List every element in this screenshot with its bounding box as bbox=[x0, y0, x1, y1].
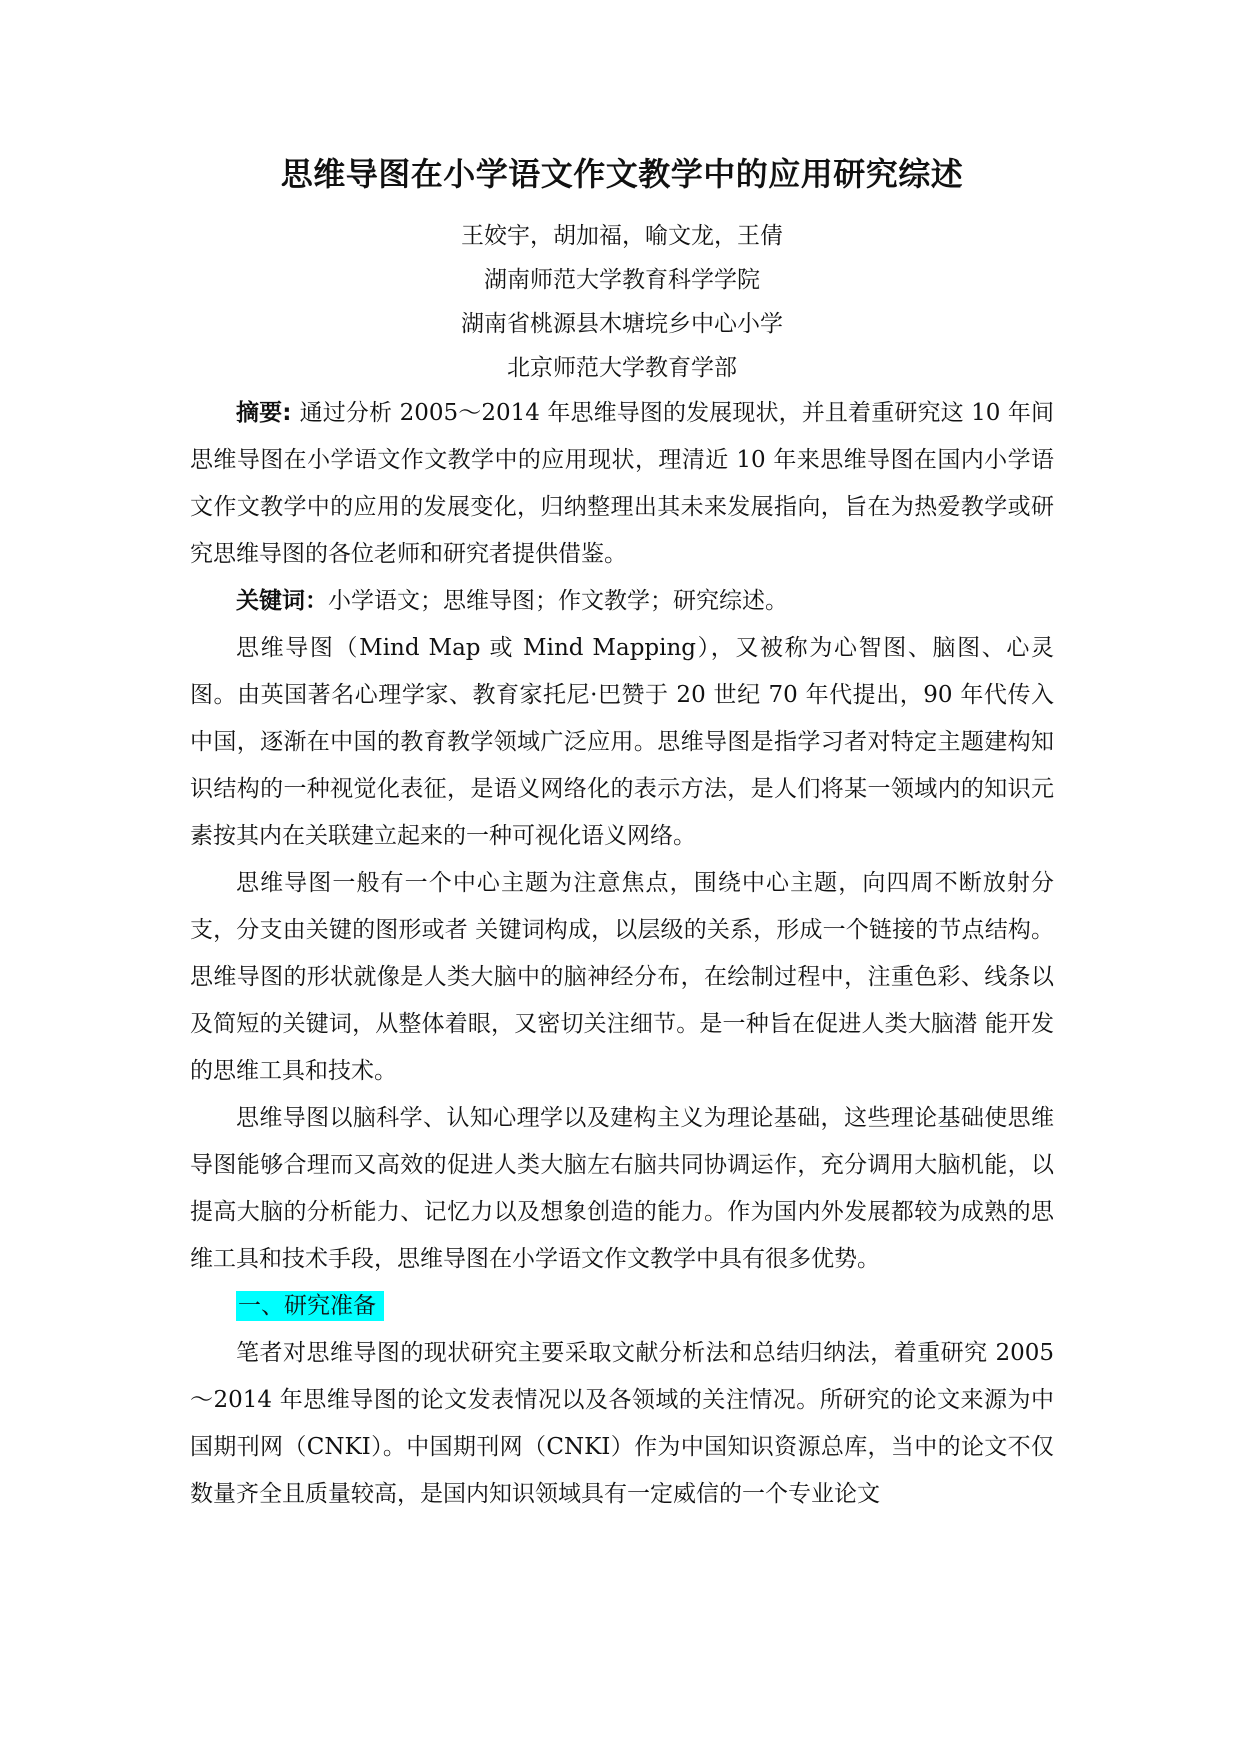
keywords-label: 关键词 bbox=[236, 588, 305, 614]
body-paragraph-2: 思维导图一般有一个中心主题为注意焦点，围绕中心主题，向四周不断放射分支，分支由关键的图形或者 关键词构成，以层级的关系，形成一个链接的节点结构。思维导图的形状就像是人类大脑中的脑神经分布，在绘制过程中，注重色彩、线条以及简短的关键词，从整体着眼，又密切关注细节。是一种旨在促进人类大脑潜 能开发的思维工具和技术。 bbox=[190, 870, 1054, 1084]
affiliation-2: 湖南省桃源县木塘垸乡中心小学 bbox=[461, 311, 783, 337]
body-paragraph-3: 思维导图以脑科学、认知心理学以及建构主义为理论基础，这些理论基础使思维导图能够合理而又高效的促进人类大脑左右脑共同协调运作，充分调用大脑机能，以提高大脑的分析能力、记忆力以及想象创造的能力。作为国内外发展都较为成熟的思维工具和技术手段，思维导图在小学语文作文教学中具有很多优势。 bbox=[190, 1105, 1054, 1272]
paper-title: 思维导图在小学语文作文教学中的应用研究综述 bbox=[280, 155, 964, 193]
section-heading-1 bbox=[190, 1283, 1054, 1330]
affiliation-1: 湖南师范大学教育科学学院 bbox=[484, 267, 760, 293]
section-1-paragraph: 笔者对思维导图的现状研究主要采取文献分析法和总结归纳法，着重研究 2005～2014 年思维导图的论文发表情况以及各领域的关注情况。所研究的论文来源为中国期刊网（CNKI）。中国期刊网（CNKI）作为中国知识资源总库，当中的论文不仅数量齐全且质量较高，是国内知识领域具有一定威信的一个专业论文 bbox=[190, 1340, 1054, 1507]
author-list: 王姣宇，胡加福，喻文龙，王倩 bbox=[461, 223, 783, 249]
abstract-text: 通过分析 2005～2014 年思维导图的发展现状，并且着重研究这 10 年间思维导图在小学语文作文教学中的应用现状，理清近 10 年来思维导图在国内小学语文作文教学中的应用的发展变化，归纳整理出其未来发展指向，旨在为热爱教学或研究思维导图的各位老师和研究者提供借鉴。 bbox=[190, 400, 1054, 567]
section-heading-text: 一、研究准备 bbox=[236, 1291, 384, 1321]
abstract-label: 摘要 bbox=[236, 400, 283, 426]
keywords-paragraph: 关键词：小学语文；思维导图；作文教学；研究综述。 bbox=[236, 588, 788, 614]
abstract-paragraph: 摘要: 通过分析 2005～2014 年思维导图的发展现状，并且着重研究这 10 年间思维导图在小学语文作文教学中的应用现状，理清近 10 年来思维导图在国内小学语文作文教学中的应用的发展变化，归纳整理出其未来发展指向，旨在为热爱教学或研究思维导图的各位老师和研究者提供借鉴。 bbox=[190, 400, 1054, 567]
affiliation-3: 北京师范大学教育学部 bbox=[507, 355, 737, 381]
body-paragraph-1: 思维导图（Mind Map 或 Mind Mapping），又被称为心智图、脑图、心灵图。由英国著名心理学家、教育家托尼·巴赞于 20 世纪 70 年代提出，90 年代传入中国，逐渐在中国的教育教学领域广泛应用。思维导图是指学习者对特定主题建构知识结构的一种视觉化表征，是语义网络化的表示方法，是人们将某一领域内的知识元素按其内在关联建立起来的一种可视化语义网络。 bbox=[190, 635, 1054, 849]
paper-page bbox=[190, 150, 1054, 1518]
keywords-text: 小学语文；思维导图；作文教学；研究综述。 bbox=[328, 588, 788, 614]
